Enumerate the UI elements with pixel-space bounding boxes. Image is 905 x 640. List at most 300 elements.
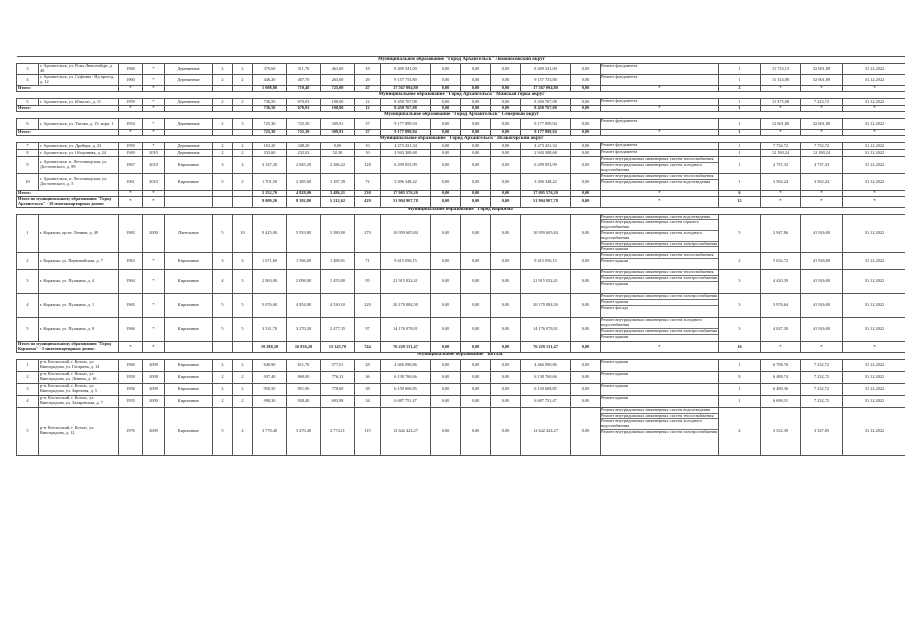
total-owners-sum: 17 005 576,20	[521, 191, 571, 197]
work-type-item: Ремонт внутридомовых инженерных систем электроснабжения	[601, 327, 718, 333]
works-cell	[601, 75, 719, 86]
floors-cell: 5	[213, 318, 233, 342]
living-area-cell: 928,40	[287, 395, 321, 407]
cost-owners-cell: 20 179 084,50	[521, 294, 571, 318]
total-area-cell: 3 531,70	[253, 318, 287, 342]
total-label: Итого:	[17, 191, 119, 197]
total-unit-limit: *	[801, 130, 843, 136]
total-unit-limit: *	[801, 342, 843, 353]
row-number: 1	[17, 214, 39, 253]
residents-cell: 10	[355, 143, 381, 150]
works-count-cell: 2	[719, 253, 761, 270]
total-works-count: 6	[719, 191, 761, 197]
works-cell	[601, 143, 719, 150]
address-cell: г. Коряжма, ул. Пушкина, д. 4	[39, 270, 119, 294]
cost-total-cell: 8 450 767,08	[381, 99, 431, 106]
table-row	[17, 119, 905, 130]
year-repair-cell: 2009	[143, 214, 165, 253]
residents-cell: 28	[355, 359, 381, 371]
residents-cell: 37	[355, 119, 381, 130]
year-repair-cell: *	[143, 270, 165, 294]
entrances-cell: 3	[233, 253, 253, 270]
table-row	[17, 407, 905, 455]
work-type-item: Ремонт внутридомовых инженерных систем водоотведения	[601, 178, 711, 184]
floors-cell: 5	[213, 214, 233, 253]
unit-limit-cell: 41 926,00	[801, 318, 843, 342]
unit-cost-cell: 7 732,72	[761, 143, 801, 150]
cost-other-cell: 0,00	[571, 395, 601, 407]
total-works-count: 12	[719, 197, 761, 208]
total-regional-sum: 0,00	[461, 86, 491, 92]
floors-cell: 2	[213, 359, 233, 371]
total-year-built: *	[119, 86, 143, 92]
living-area-cell: 4 854,80	[287, 294, 321, 318]
works-count-cell: 3	[719, 318, 761, 342]
unit-limit-cell: 41 926,00	[801, 270, 843, 294]
living-area-cell: 3 470,40	[287, 407, 321, 455]
living-area-cell: 869,00	[287, 371, 321, 383]
living-area-cell: 611,70	[287, 359, 321, 371]
total-area-sum: 736,50	[253, 106, 287, 112]
section-title: Муниципальное образование "Город Архангельск" Майская горка округ	[17, 92, 905, 99]
cost-local-cell: 0,00	[491, 371, 521, 383]
owned-area-cell: 5 580,00	[321, 214, 355, 253]
works-count-cell: 1	[719, 64, 761, 75]
total-owners-sum: 51 904 907,78	[521, 197, 571, 208]
unit-cost-cell: 6 488,36	[761, 383, 801, 395]
works-cell	[601, 150, 719, 157]
work-type-item: Ремонт внутридомовых инженерных систем холодного водоснабжения	[601, 318, 718, 329]
cost-local-cell: 0,00	[491, 150, 521, 157]
unit-cost-cell: 2 947,86	[761, 214, 801, 253]
total-owners-sum: 76 229 131,47	[521, 342, 571, 353]
total-area-cell: 3 147,20	[253, 157, 287, 174]
cost-local-cell: 0,00	[491, 359, 521, 371]
works-count-cell: 5	[719, 214, 761, 253]
living-area-cell: 232,02	[287, 150, 321, 157]
cost-federal-cell: 0,00	[431, 395, 461, 407]
work-type-item: Ремонт крыши	[601, 280, 629, 286]
work-type-item: Ремонт фасада	[601, 304, 629, 310]
work-type-item: Ремонт фундамента	[601, 74, 638, 79]
completion-date-cell: 31.12.2022	[843, 75, 905, 86]
year-built-cell: 1960	[119, 359, 143, 371]
total-area-cell: 5 076,60	[253, 294, 287, 318]
cost-local-cell: 0,00	[491, 270, 521, 294]
unit-cost-cell: 12 180,24	[761, 150, 801, 157]
cost-other-cell: 0,00	[571, 214, 601, 253]
work-type-item: Ремонт фундамента	[601, 118, 638, 123]
total-area-cell: 937,40	[253, 371, 287, 383]
total-owned-sum: 309,91	[321, 130, 355, 136]
cost-regional-cell: 0,00	[461, 75, 491, 86]
cost-regional-cell: 0,00	[461, 119, 491, 130]
total-regional-sum: 0,00	[461, 197, 491, 208]
cost-local-cell: 0,00	[491, 318, 521, 342]
cost-federal-cell: 0,00	[431, 64, 461, 75]
total-other-sum: 0,00	[571, 342, 601, 353]
wall-material-cell: Деревянные	[165, 75, 213, 86]
section-header-row	[17, 112, 905, 119]
row-number: 3	[17, 64, 39, 75]
owned-area-cell: 1 187,39	[321, 174, 355, 191]
cost-other-cell: 0,00	[571, 253, 601, 270]
completion-date-cell: 31.12.2022	[843, 119, 905, 130]
cost-federal-cell: 0,00	[431, 157, 461, 174]
works-cell	[601, 99, 719, 106]
floors-cell: 5	[213, 407, 233, 455]
entrances-cell: 2	[233, 99, 253, 106]
address-cell: г. Коряжма, пр-кт. Ленина, д. 49	[39, 214, 119, 253]
year-repair-cell: *	[143, 119, 165, 130]
row-number: 1	[17, 359, 39, 371]
total-floors	[213, 197, 233, 208]
works-count-cell: 1	[719, 150, 761, 157]
cost-total-cell: 14 176 078,01	[381, 318, 431, 342]
total-area-cell: 9 425,00	[253, 214, 287, 253]
year-built-cell: 1961	[119, 174, 143, 191]
cost-owners-cell: 12 642 424,27	[521, 407, 571, 455]
cost-owners-cell: 9 177 899,94	[521, 119, 571, 130]
total-federal-sum: 0,00	[431, 130, 461, 136]
total-entrances	[233, 342, 253, 353]
total-cost-sum: 9 177 899,94	[381, 130, 431, 136]
cost-local-cell: 0,00	[491, 99, 521, 106]
cost-other-cell: 0,00	[571, 64, 601, 75]
total-residents-sum: 429	[355, 197, 381, 208]
work-type-item: Ремонт фундамента	[601, 149, 638, 154]
row-number: 3	[17, 383, 39, 395]
address-cell: г. Архангельск, ул. Дрейера, д. 23	[39, 143, 119, 150]
row-number: 8	[17, 150, 39, 157]
total-regional-sum: 0,00	[461, 342, 491, 353]
total-area-cell: 1 701,50	[253, 174, 287, 191]
work-type-item: Ремонт внутридомовых инженерных систем электроснабжения	[601, 240, 718, 246]
cost-regional-cell: 0,00	[461, 64, 491, 75]
total-material	[165, 342, 213, 353]
row-number: 2	[17, 253, 39, 270]
cost-regional-cell: 0,00	[461, 294, 491, 318]
year-repair-cell: *	[143, 253, 165, 270]
residents-cell: 72	[355, 174, 381, 191]
total-owned-sum: 108,00	[321, 106, 355, 112]
cost-other-cell: 0,00	[571, 270, 601, 294]
cost-owners-cell: 14 176 078,01	[521, 318, 571, 342]
total-year-built: *	[119, 191, 143, 197]
total-area-cell: 736,50	[253, 99, 287, 106]
residents-cell: 34	[355, 395, 381, 407]
owned-area-cell: 693,98	[321, 395, 355, 407]
cost-total-cell: 6 138 760,66	[381, 371, 431, 383]
cost-local-cell: 0,00	[491, 214, 521, 253]
total-date: *	[843, 106, 905, 112]
row-number: 5	[17, 407, 39, 455]
living-area-cell: 311,70	[287, 64, 321, 75]
section-header-row	[17, 136, 905, 143]
address-cell: г. Архангельск, ул. Южалтс, д. 11	[39, 99, 119, 106]
owned-area-cell: 2 286,22	[321, 157, 355, 174]
row-number: 5	[17, 99, 39, 106]
floors-cell: 2	[213, 119, 233, 130]
year-built-cell: 1976	[119, 407, 143, 455]
living-area-cell: 407,70	[287, 75, 321, 86]
cost-other-cell: 0,00	[571, 119, 601, 130]
works-cell	[601, 395, 719, 407]
total-label: Итого:	[17, 106, 119, 112]
capital-repair-program-table	[16, 56, 886, 456]
total-unit-limit: *	[801, 106, 843, 112]
cost-regional-cell: 0,00	[461, 99, 491, 106]
unit-limit-cell: 4 737,33	[801, 157, 843, 174]
residents-cell: 12	[355, 99, 381, 106]
cost-owners-cell: 4 466 090,86	[521, 359, 571, 371]
row-number: 2	[17, 371, 39, 383]
unit-limit-cell: 41 926,00	[801, 294, 843, 318]
cost-owners-cell: 2 943 308,68	[521, 150, 571, 157]
section-header-row	[17, 92, 905, 99]
unit-cost-cell: 6 488,74	[761, 371, 801, 383]
unit-cost-cell: 11 314,08	[761, 75, 801, 86]
residents-cell: 128	[355, 157, 381, 174]
work-type-item: Ремонт внутридомовых инженерных систем теплоснабжения	[601, 414, 718, 420]
cost-owners-cell: 3 496 348,22	[521, 174, 571, 191]
entrances-cell: 2	[233, 383, 253, 395]
cost-local-cell: 0,00	[491, 157, 521, 174]
owned-area-cell: 776,31	[321, 371, 355, 383]
work-type-item: Ремонт крыши	[601, 395, 629, 400]
total-unit-cost: *	[761, 342, 801, 353]
owned-area-cell: 463,00	[321, 64, 355, 75]
wall-material-cell: Деревянные	[165, 143, 213, 150]
total-label: Итого:	[17, 130, 119, 136]
total-cost-sum: 51 904 907,78	[381, 197, 431, 208]
total-year-built: *	[119, 197, 143, 208]
cost-local-cell: 0,00	[491, 395, 521, 407]
row-number: 3	[17, 270, 39, 294]
cost-total-cell: 10 959 605,84	[381, 214, 431, 253]
work-type-item: Ремонт внутридомовых инженерных систем холодного водоснабжения	[601, 161, 703, 172]
cost-total-cell: 4 466 090,86	[381, 359, 431, 371]
entrances-cell: 3	[233, 119, 253, 130]
total-area-sum: 725,30	[253, 130, 287, 136]
cost-total-cell: 6 299 853,99	[381, 157, 431, 174]
year-built-cell: 1960	[119, 75, 143, 86]
cost-federal-cell: 0,00	[431, 150, 461, 157]
total-area-sum: 19 288,30	[253, 342, 287, 353]
unit-limit-cell: 3 502,24	[801, 174, 843, 191]
total-federal-sum: 0,00	[431, 86, 461, 92]
unit-limit-cell: 7 232,72	[801, 371, 843, 383]
cost-owners-cell: 6 687 751,47	[521, 395, 571, 407]
cost-total-cell: 6 150 668,85	[381, 383, 431, 395]
residents-cell: 220	[355, 294, 381, 318]
year-repair-cell: 2009	[143, 395, 165, 407]
floors-cell: 2	[213, 395, 233, 407]
works-cell	[601, 157, 719, 174]
completion-date-cell: 31.12.2022	[843, 99, 905, 106]
total-other-sum: 0,00	[571, 191, 601, 197]
unit-limit-cell: 41 926,00	[801, 214, 843, 253]
owned-area-cell: 2 477,35	[321, 318, 355, 342]
owned-area-cell: 778,60	[321, 383, 355, 395]
section-title: Муниципальное образование "Город Архангельск" Ломоносовский округ	[17, 57, 905, 64]
total-date: *	[843, 130, 905, 136]
address-cell: г. Архангельск, ул. Суфтина / Нд проезд, д. 12	[39, 75, 119, 86]
year-repair-cell: *	[143, 318, 165, 342]
cost-regional-cell: 0,00	[461, 157, 491, 174]
total-area-sum: 5 252,70	[253, 191, 287, 197]
works-cell	[601, 253, 719, 270]
cost-other-cell: 0,00	[571, 407, 601, 455]
work-type-item: Ремонт крыши	[601, 359, 629, 364]
total-year-repair: *	[143, 106, 165, 112]
address-cell: р-н. Котласский, г. Котлас, ул. Виноградова, д. 12	[39, 407, 119, 455]
living-area-cell: 2 098,00	[287, 270, 321, 294]
total-year-built: *	[119, 130, 143, 136]
floors-cell: 3	[213, 157, 233, 174]
total-residents-sum: 12	[355, 106, 381, 112]
works-cell	[601, 119, 719, 130]
wall-material-cell: Деревянные	[165, 119, 213, 130]
residents-cell: 18	[355, 64, 381, 75]
unit-limit-cell: 32 601,80	[801, 119, 843, 130]
cost-other-cell: 0,00	[571, 143, 601, 150]
section-title: Муниципальное образование "Котлас"	[17, 352, 905, 359]
row-number: 6	[17, 119, 39, 130]
floors-cell: 5	[213, 174, 233, 191]
total-other-sum: 0,00	[571, 86, 601, 92]
cost-total-cell: 9 157 753,80	[381, 75, 431, 86]
works-count-cell: 1	[719, 99, 761, 106]
cost-federal-cell: 0,00	[431, 253, 461, 270]
floors-cell: 2	[213, 371, 233, 383]
cost-total-cell: 9 415 056,15	[381, 253, 431, 270]
total-regional-sum: 0,00	[461, 106, 491, 112]
total-residents-sum: 744	[355, 342, 381, 353]
entrances-cell: 2	[233, 174, 253, 191]
total-label: Итого по муниципальному образованию "Город Архангельск" - 10 многоквартирных домов:	[17, 197, 119, 208]
total-living-sum: 670,03	[287, 106, 321, 112]
year-built-cell: 1959	[119, 143, 143, 150]
total-owned-sum: 3 486,21	[321, 191, 355, 197]
work-type-item: Ремонт крыши	[601, 246, 629, 252]
unit-limit-cell: 12 180,24	[801, 150, 843, 157]
works-count-cell: 1	[719, 395, 761, 407]
total-year-repair: *	[143, 130, 165, 136]
wall-material-cell: Кирпичные	[165, 407, 213, 455]
cost-regional-cell: 0,00	[461, 174, 491, 191]
total-other-sum: 0,00	[571, 106, 601, 112]
unit-cost-cell: 4 737,33	[761, 157, 801, 174]
works-cell	[601, 174, 719, 191]
year-repair-cell: 2009	[143, 359, 165, 371]
cost-owners-cell: 6 299 853,99	[521, 157, 571, 174]
cost-other-cell: 0,00	[571, 157, 601, 174]
year-repair-cell: *	[143, 99, 165, 106]
cost-owners-cell: 10 959 605,84	[521, 214, 571, 253]
cost-federal-cell: 0,00	[431, 99, 461, 106]
table-row	[17, 371, 905, 383]
year-repair-cell: 2010	[143, 157, 165, 174]
wall-material-cell: Кирпичные	[165, 270, 213, 294]
owned-area-cell: 309,91	[321, 119, 355, 130]
table-row	[17, 270, 905, 294]
year-built-cell: 1954	[119, 119, 143, 130]
total-date: *	[843, 342, 905, 353]
cost-regional-cell: 0,00	[461, 407, 491, 455]
year-built-cell: 1964	[119, 270, 143, 294]
unit-limit-cell: 7 232,72	[801, 383, 843, 395]
cost-owners-cell: 6 150 668,85	[521, 383, 571, 395]
floors-cell: 2	[213, 150, 233, 157]
work-type-item: Ремонт фундамента	[601, 98, 638, 103]
total-local-sum: 0,00	[491, 197, 521, 208]
total-area-cell: 950,50	[253, 383, 287, 395]
table-row	[17, 359, 905, 371]
cost-local-cell: 0,00	[491, 64, 521, 75]
wall-material-cell: Деревянные	[165, 150, 213, 157]
total-regional-sum: 0,00	[461, 130, 491, 136]
total-federal-sum: 0,00	[431, 106, 461, 112]
entrances-cell: 2	[233, 359, 253, 371]
unit-cost-cell: 6 698,31	[761, 395, 801, 407]
cost-federal-cell: 0,00	[431, 174, 461, 191]
cost-other-cell: 0,00	[571, 150, 601, 157]
floors-cell: 2	[213, 64, 233, 75]
entrances-cell: 2	[233, 75, 253, 86]
completion-date-cell: 31.12.2022	[843, 371, 905, 383]
total-unit-cost: *	[761, 191, 801, 197]
year-repair-cell: *	[143, 294, 165, 318]
total-residents-sum: 37	[355, 130, 381, 136]
work-type-item: Ремонт внутридомовых инженерных систем электроснабжения	[601, 293, 718, 299]
table-row	[17, 294, 905, 318]
total-year-built: *	[119, 106, 143, 112]
total-living-sum: 8 392,80	[287, 197, 321, 208]
wall-material-cell: Кирпичные	[165, 395, 213, 407]
address-cell: р-н. Котласский, г. Котлас, ул. Виноградова, ул. Заречная, д. 5	[39, 383, 119, 395]
cost-total-cell: 4 273 431,34	[381, 143, 431, 150]
cost-other-cell: 0,00	[571, 174, 601, 191]
total-local-sum: 0,00	[491, 191, 521, 197]
total-owners-sum: 17 567 094,80	[521, 86, 571, 92]
cost-federal-cell: 0,00	[431, 383, 461, 395]
table-row	[17, 318, 905, 342]
total-year-repair: *	[143, 342, 165, 353]
wall-material-cell: Кирпичные	[165, 383, 213, 395]
total-cost-sum: 8 450 767,08	[381, 106, 431, 112]
entrances-cell: 2	[233, 371, 253, 383]
table-body	[17, 57, 905, 456]
owned-area-cell: 577,01	[321, 359, 355, 371]
work-type-item: Ремонт крыши	[601, 257, 629, 263]
total-works: *	[601, 191, 719, 197]
residents-cell: 115	[355, 407, 381, 455]
row-number: 4	[17, 395, 39, 407]
total-area-cell: 163,20	[253, 143, 287, 150]
owned-area-cell: 52,30	[321, 150, 355, 157]
total-residents-sum: 47	[355, 86, 381, 92]
cost-total-cell: 8 409 341,00	[381, 64, 431, 75]
owned-area-cell: 1 455,00	[321, 270, 355, 294]
completion-date-cell: 31.12.2022	[843, 270, 905, 294]
work-type-item: Ремонт крыши	[601, 300, 718, 306]
unit-limit-cell: 7 223,72	[801, 99, 843, 106]
cost-local-cell: 0,00	[491, 383, 521, 395]
total-works: *	[601, 106, 719, 112]
total-cost-sum: 17 567 094,80	[381, 86, 431, 92]
wall-material-cell: Деревянные	[165, 64, 213, 75]
